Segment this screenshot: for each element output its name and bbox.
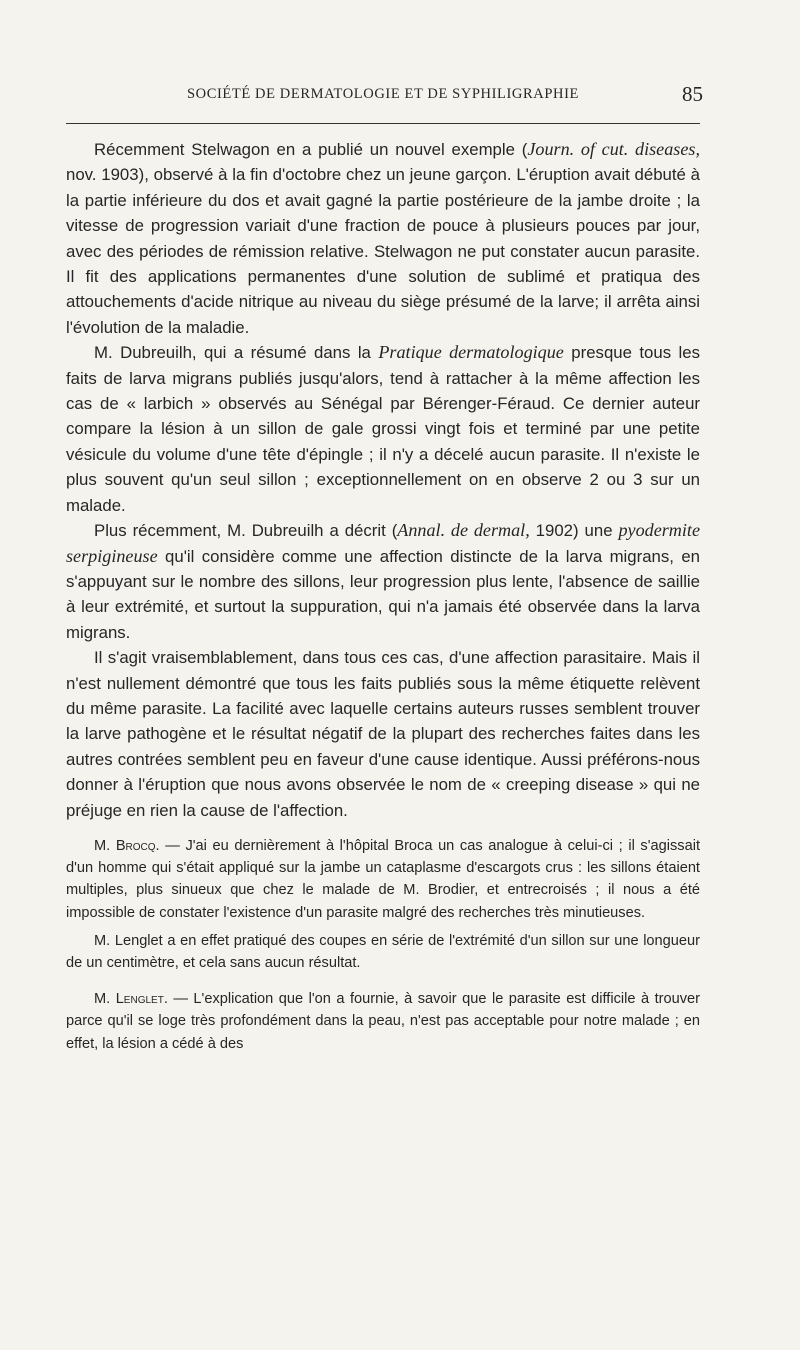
- paragraph-lenglet: [66, 988, 700, 1055]
- paragraph-dubreuilh: [66, 340, 700, 518]
- text: — J'ai eu dernièrement à l'hôpital Broca un cas analogue à celui-ci ; il s'agissait d'un homme qui s'était appliqué sur la jambe un cataplasme d'escargots crus : les sillons étaient multiples, plus sinueux que chez le malade de M. Brodier, et entrecroisés ; il nous a été impossible de constater l'existence d'un parasite malgré des recherches très minutieuses.: [66, 837, 700, 921]
- paragraph-stelwagon: [66, 137, 700, 340]
- text: — L'explication que l'on a fournie, à savoir que le parasite est difficile à trouver parce qu'il se loge très profondément dans la peau, n'est pas acceptable pour notre malade ; en effet, la lésion a cédé à des: [66, 991, 700, 1052]
- citation: Journ. of cut. diseases,: [527, 139, 700, 159]
- paragraph-brocq: [66, 835, 700, 924]
- speaker: M. Brocq.: [94, 837, 160, 854]
- text: M. Lenglet a en effet pratiqué des coupes en série de l'extrémité d'un sillon sur une longueur de un centimètre, et cela sans aucun résultat.: [66, 932, 700, 971]
- text: Il s'agit vraisemblablement, dans tous ces cas, d'une affection parasitaire. Mais il n'est nullement démontré que tous les faits publiés sous la même étiquette relèvent du même parasite. La facilité avec laquelle certains auteurs russes semblent trouver la larve pathogène et le résultat négatif de la plupart des recherches faites dans les autres contrées semblent peu en faveur d'une cause identique. Aussi préférons-nous donner à l'éruption que nous avons observée le nom de « creeping disease » qui ne préjuge en rien la cause de l'affection.: [66, 648, 700, 820]
- text: Plus récemment, M. Dubreuilh a décrit (: [94, 521, 398, 541]
- speaker: M. Lenglet.: [94, 991, 168, 1008]
- running-title: SOCIÉTÉ DE DERMATOLOGIE ET DE SYPHILIGRAPHIE: [187, 86, 579, 102]
- page-number: 85: [682, 82, 703, 106]
- text: nov. 1903), observé à la fin d'octobre chez un jeune garçon. L'éruption avait débuté à la partie inférieure du dos et avait gagné la partie postérieure de la jambe droite ; la vitesse de progression variait d'une fraction de pouce à plusieurs pouces par jour, avec des périodes de rémission relative. Stelwagon ne put constater aucun parasite. Il fit des applications permanentes d'une solution de sublimé et pratiqua des attouchements d'acide nitrique au niveau du siège présumé de la larve; il arrêta ainsi l'évolution de la maladie.: [66, 165, 700, 337]
- citation: Pratique dermatologique: [378, 342, 564, 363]
- text: qu'il considère comme une affection distincte de la larva migrans, en s'appuyant sur le nombre des sillons, leur progression plus lente, l'absence de saillie à leur extrémité, et surtout la suppuration, qui n'a jamais été observée dans la larva migrans.: [66, 546, 700, 642]
- header-rule: [66, 123, 700, 124]
- article-body: [66, 137, 700, 1055]
- text: 1902) une: [529, 521, 619, 541]
- running-head: [66, 82, 703, 110]
- term: pyodermite serpigineuse: [66, 520, 701, 566]
- text: Récemment Stelwagon en a publié un nouvel exemple (: [94, 140, 528, 159]
- paragraph-conclusion: [66, 645, 700, 823]
- text: presque tous les faits de larva migrans publiés jusqu'alors, tend à rattacher à la même affection les cas de « larbich » observés au Sénégal par Bérenger-Féraud. Ce dernier auteur compare la lésion à un sillon de gale grossi vingt fois et terminé par une petite vésicule du volume d'une tête d'épingle ; il n'y a décelé aucun parasite. Il n'existe le plus souvent qu'un seul sillon ; exceptionnellement on en observe 2 ou 3 sur un malade.: [66, 343, 700, 515]
- text: M. Dubreuilh, qui a résumé dans la: [94, 343, 379, 363]
- paragraph-pyodermite: [66, 518, 700, 645]
- citation: Annal. de dermal,: [397, 520, 530, 541]
- paragraph-lenglet-coupes: [66, 930, 700, 974]
